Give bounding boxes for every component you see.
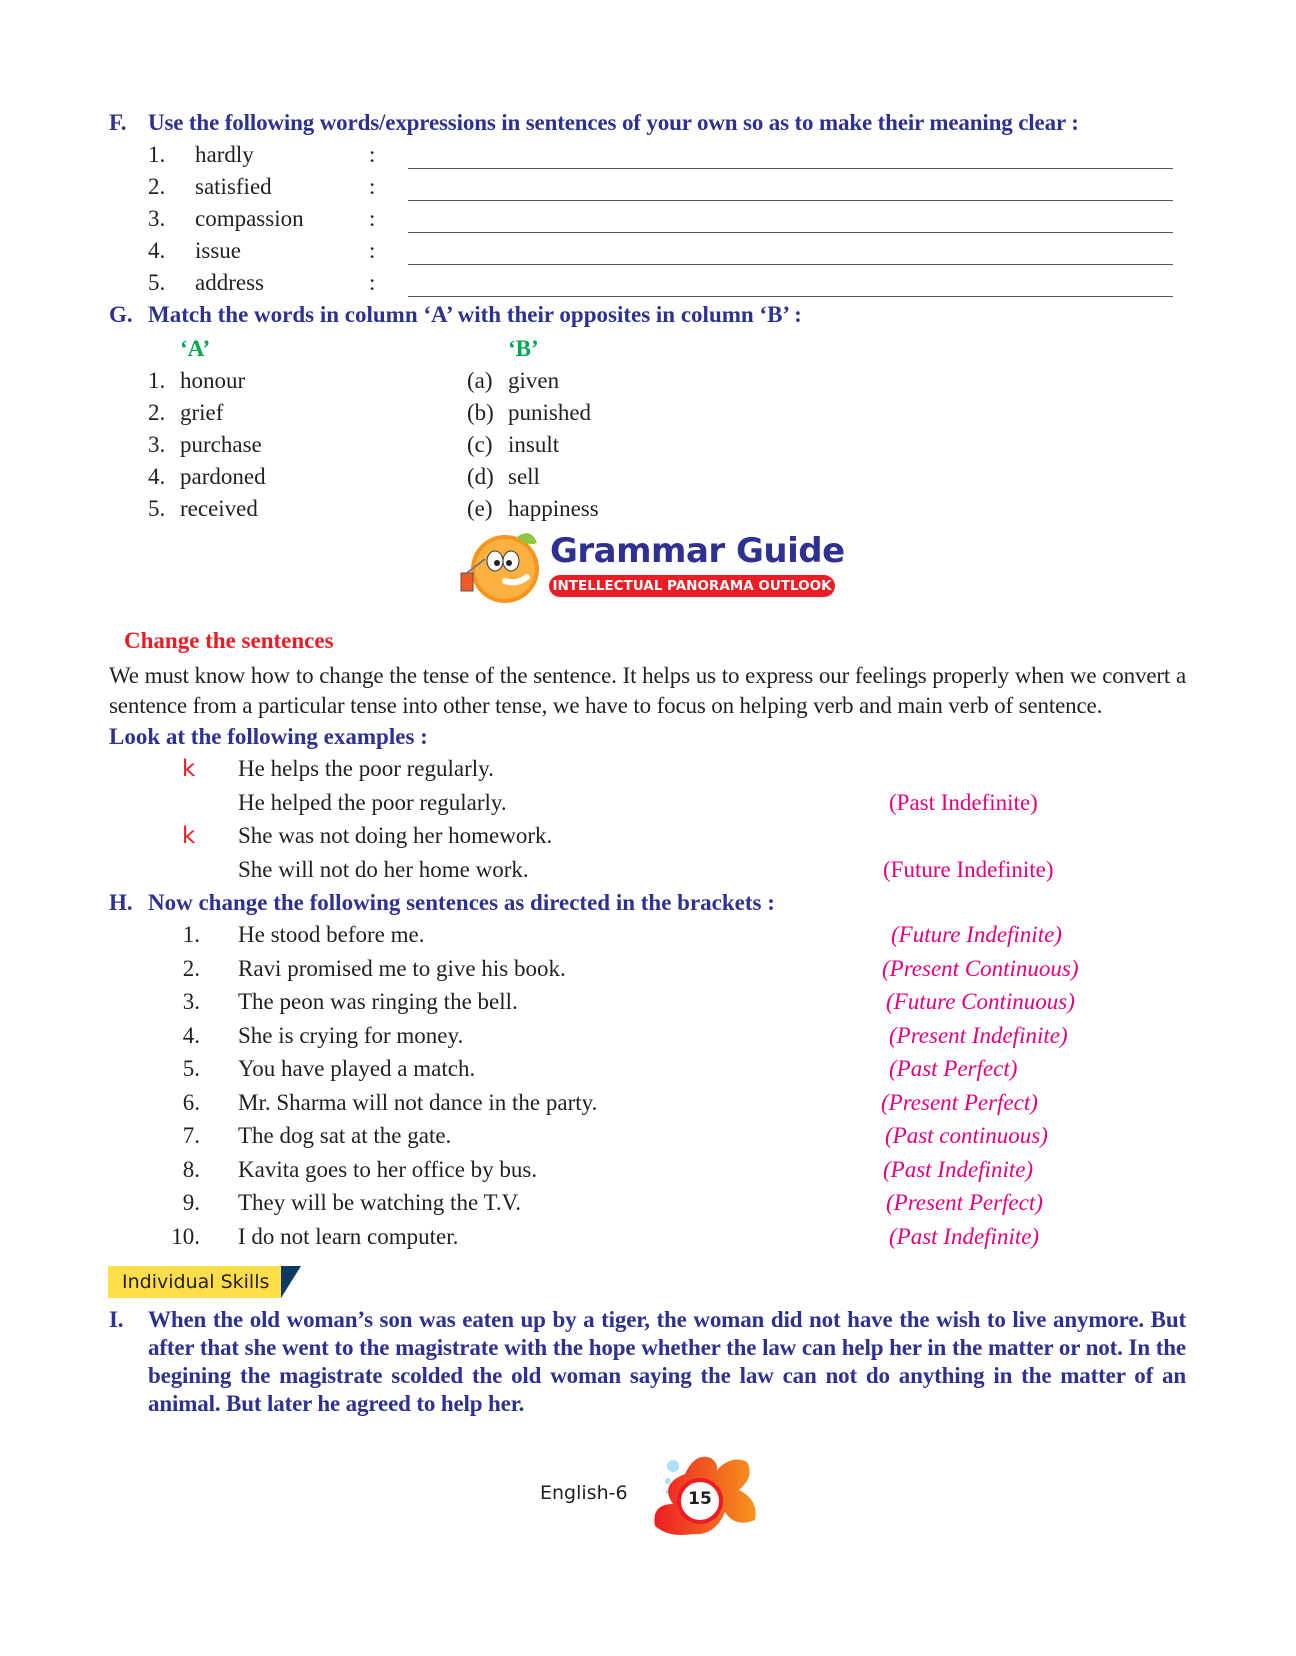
h-item-tense: (Present Continuous) <box>882 955 1079 981</box>
section-f-heading <box>109 109 1186 137</box>
match-row <box>0 399 1296 431</box>
example-original: She was not doing her homework. <box>238 823 553 848</box>
answer-line <box>408 168 1173 169</box>
h-item <box>0 955 1296 989</box>
h-item-tense: (Future Indefinite) <box>891 922 1062 947</box>
column-a-word: pardoned <box>180 464 266 489</box>
h-item <box>0 988 1296 1022</box>
h-item-number: 1. <box>182 922 200 947</box>
h-item-number: 3. <box>182 989 200 1014</box>
f-item-word: address <box>195 270 264 295</box>
example-original: He helps the poor regularly. <box>238 756 494 781</box>
answer-line <box>408 200 1173 201</box>
f-item-number: 2. <box>148 174 166 199</box>
example-changed-row <box>0 789 1296 822</box>
h-item-number: 6. <box>182 1089 200 1115</box>
f-item <box>0 173 1296 205</box>
h-item-sentence: She is crying for money. <box>238 1022 464 1048</box>
h-item <box>0 1156 1296 1190</box>
f-item-colon: : <box>369 206 376 231</box>
f-item-word: issue <box>195 238 241 263</box>
logo-subtitle: INTELLECTUAL PANORAMA OUTLOOK <box>549 575 835 597</box>
f-item-colon: : <box>369 142 376 167</box>
section-i <box>109 1306 1186 1418</box>
h-item-number: 9. <box>182 1190 200 1215</box>
answer-line <box>408 296 1173 297</box>
footer-book-name: English-6 <box>540 1482 628 1504</box>
section-h-instruction: Now change the following sentences as directed in the brackets : <box>148 890 775 915</box>
h-item <box>0 1189 1296 1223</box>
f-item-word: compassion <box>195 206 304 231</box>
match-row <box>0 367 1296 399</box>
h-item <box>0 1089 1296 1123</box>
h-item-tense: (Past Indefinite) <box>889 1223 1040 1249</box>
column-a-word: received <box>180 496 258 521</box>
h-item-sentence: They will be watching the T.V. <box>238 1190 521 1215</box>
grammar-guide-logo <box>0 527 1296 627</box>
h-item <box>0 1122 1296 1156</box>
answer-line <box>408 264 1173 265</box>
section-f-items <box>0 141 1296 301</box>
match-row <box>0 431 1296 463</box>
section-h-heading <box>0 889 1296 921</box>
badge-triangle-icon <box>281 1266 301 1298</box>
h-item-number: 7. <box>182 1123 200 1148</box>
column-b-letter: (e) <box>467 496 493 521</box>
column-b-word: given <box>508 368 560 393</box>
column-b-letter: (a) <box>467 368 493 393</box>
example-tense: (Future Indefinite) <box>883 857 1054 882</box>
section-h-items <box>0 921 1296 1256</box>
section-g-label: G. <box>109 302 133 327</box>
example-original-row <box>0 755 1296 789</box>
h-item-sentence: He stood before me. <box>238 922 425 947</box>
h-item-tense: (Present Perfect) <box>886 1190 1043 1215</box>
f-item-number: 4. <box>148 238 166 263</box>
h-item-tense: (Present Perfect) <box>881 1089 1038 1115</box>
f-item <box>0 141 1296 173</box>
h-item-tense: (Present Indefinite) <box>889 1022 1068 1048</box>
column-a-number: 2. <box>148 400 166 425</box>
section-h-label: H. <box>109 890 133 915</box>
h-item <box>0 1022 1296 1056</box>
column-a-word: honour <box>180 368 246 393</box>
column-b-word: insult <box>508 432 560 457</box>
grammar-title: Change the sentences <box>124 628 334 653</box>
f-item-colon: : <box>369 270 376 295</box>
section-i-text: When the old woman’s son was eaten up by a tiger, the woman did not have the wish to live anymore. But after that she went to the magistrate with the hope whether the law can help her in the matter or not. In the begining the magistrate scolded the old woman saying the law can not do anything in the matter of an animal. But later he agreed to help her. <box>148 1307 1186 1416</box>
h-item-tense: (Past Perfect) <box>889 1056 1018 1081</box>
h-item-sentence: You have played a match. <box>238 1056 476 1081</box>
column-b-header: ‘B’ <box>508 336 539 361</box>
f-item-word: hardly <box>195 142 254 167</box>
column-a-word: grief <box>180 400 224 425</box>
h-item-sentence: Mr. Sharma will not dance in the party. <box>238 1089 598 1115</box>
grammar-paragraph: We must know how to change the tense of the sentence. It helps us to express our feelings properly when we convert a sentence from a particular tense into other tense, we have to focus on helping verb and main verb of sentence. <box>109 663 1186 718</box>
h-item-number: 10. <box>171 1223 200 1249</box>
example-changed-row <box>0 856 1296 889</box>
section-i-label: I. <box>109 1307 124 1332</box>
h-item-sentence: Ravi promised me to give his book. <box>238 955 566 981</box>
column-b-letter: (c) <box>467 432 493 457</box>
orange-mascot-icon <box>455 527 545 605</box>
h-item-number: 5. <box>182 1056 200 1081</box>
examples-heading-row <box>0 723 1296 755</box>
grammar-title-row <box>0 627 1296 661</box>
f-item-word: satisfied <box>195 174 272 199</box>
h-item <box>0 1055 1296 1089</box>
example-tense: (Past Indefinite) <box>889 790 1038 815</box>
h-item-number: 4. <box>182 1022 200 1048</box>
f-item-number: 3. <box>148 206 166 231</box>
h-item-sentence: Kavita goes to her office by bus. <box>238 1156 538 1182</box>
example-changed: She will not do her home work. <box>238 857 529 882</box>
individual-skills-badge: Individual Skills <box>108 1266 281 1298</box>
f-item-number: 5. <box>148 270 166 295</box>
footer <box>0 1454 1296 1554</box>
page-number: 15 <box>688 1489 712 1509</box>
match-row <box>0 463 1296 495</box>
section-f-label: F. <box>109 110 127 135</box>
f-item-colon: : <box>369 238 376 263</box>
match-row <box>0 495 1296 527</box>
column-a-number: 3. <box>148 432 166 457</box>
section-f-instruction: Use the following words/expressions in sentences of your own so as to make their meaning clear : <box>148 110 1079 135</box>
column-b-word: happiness <box>508 496 599 521</box>
h-item-tense: (Past Indefinite) <box>883 1156 1034 1182</box>
arrow-bullet-icon: k <box>182 756 196 782</box>
column-b-word: sell <box>508 464 540 489</box>
example-changed: He helped the poor regularly. <box>238 790 507 815</box>
f-item <box>0 237 1296 269</box>
h-item <box>0 1223 1296 1257</box>
f-item <box>0 269 1296 301</box>
f-item-number: 1. <box>148 142 166 167</box>
section-g-items <box>0 367 1296 527</box>
column-headers <box>0 335 1296 367</box>
f-item <box>0 205 1296 237</box>
h-item-sentence: The dog sat at the gate. <box>238 1123 452 1148</box>
column-b-letter: (b) <box>467 400 494 425</box>
answer-line <box>408 232 1173 233</box>
examples-heading: Look at the following examples : <box>109 724 428 749</box>
f-item-colon: : <box>369 174 376 199</box>
section-g-heading <box>0 301 1296 335</box>
h-item-sentence: The peon was ringing the bell. <box>238 989 518 1014</box>
column-b-letter: (d) <box>467 464 494 489</box>
column-a-number: 1. <box>148 368 166 393</box>
logo-title: Grammar Guide <box>550 531 845 571</box>
arrow-bullet-icon: k <box>182 823 196 849</box>
h-item-number: 2. <box>182 955 200 981</box>
column-b-word: punished <box>508 400 592 425</box>
examples-list <box>0 755 1296 889</box>
h-item-tense: (Future Continuous) <box>886 989 1075 1014</box>
h-item-tense: (Past continuous) <box>885 1123 1048 1148</box>
h-item <box>0 921 1296 955</box>
individual-skills-row <box>0 1266 1296 1298</box>
column-a-word: purchase <box>180 432 262 457</box>
section-g-instruction: Match the words in column ‘A’ with their opposites in column ‘B’ : <box>148 302 802 327</box>
h-item-sentence: I do not learn computer. <box>238 1223 459 1249</box>
h-item-number: 8. <box>182 1156 200 1182</box>
example-original-row <box>0 822 1296 856</box>
column-a-header: ‘A’ <box>180 336 211 361</box>
column-a-number: 5. <box>148 496 166 521</box>
column-a-number: 4. <box>148 464 166 489</box>
